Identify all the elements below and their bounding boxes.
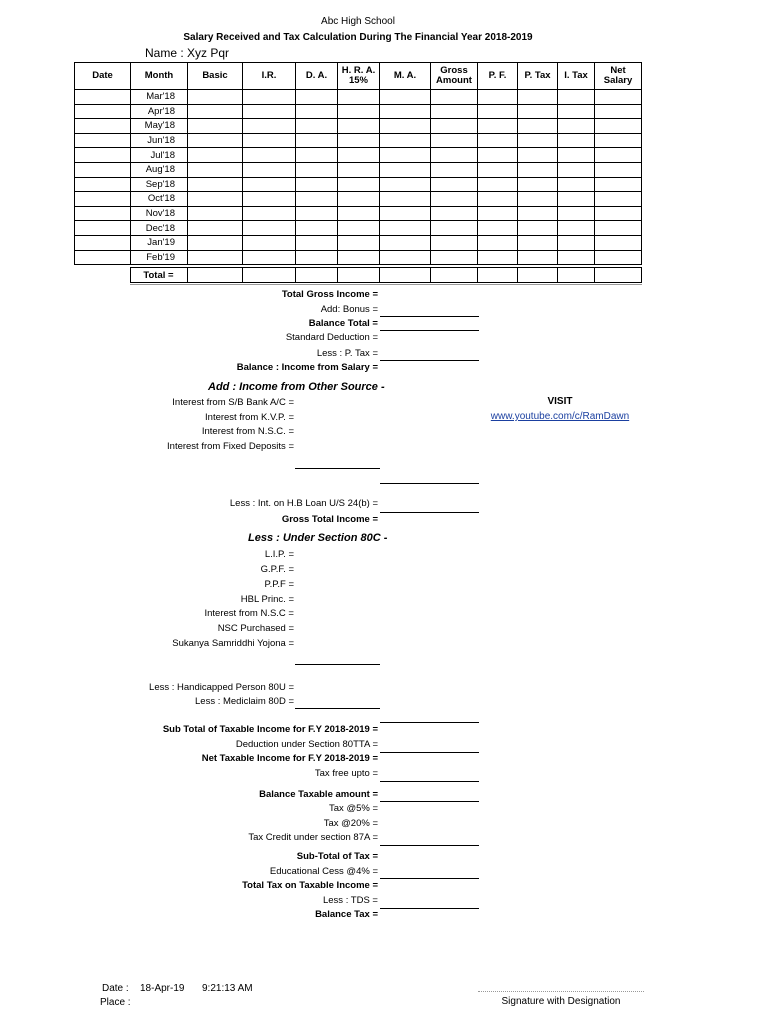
tax-free-upto-label: Tax free upto = xyxy=(314,768,378,779)
table-cell[interactable] xyxy=(75,235,131,250)
table-cell[interactable] xyxy=(188,119,243,134)
total-cell[interactable] xyxy=(517,268,557,283)
date-value: 18-Apr-19 xyxy=(140,983,185,994)
table-cell[interactable] xyxy=(243,133,296,148)
table-cell[interactable] xyxy=(75,119,131,134)
table-cell[interactable] xyxy=(478,104,518,119)
table-cell[interactable] xyxy=(431,119,478,134)
table-cell[interactable] xyxy=(595,192,642,207)
visit-label: VISIT xyxy=(547,396,573,407)
mediclaim-80d-label: Less : Mediclaim 80D = xyxy=(195,696,294,707)
table-row xyxy=(75,119,642,134)
table-cell[interactable] xyxy=(431,162,478,177)
table-cell[interactable] xyxy=(478,119,518,134)
table-cell[interactable] xyxy=(75,192,131,207)
nsc-purchased-label: NSC Purchased = xyxy=(217,623,294,634)
table-cell[interactable] xyxy=(338,90,380,105)
fixed-deposit-interest-label: Interest from Fixed Deposits = xyxy=(167,441,294,452)
tax-credit-field[interactable] xyxy=(380,845,479,846)
table-cell[interactable] xyxy=(380,133,431,148)
table-cell[interactable] xyxy=(595,250,642,265)
gross-total-income-label: Gross Total Income = xyxy=(281,514,378,525)
table-cell[interactable] xyxy=(338,192,380,207)
table-cell[interactable] xyxy=(595,162,642,177)
table-cell[interactable] xyxy=(243,235,296,250)
balance-tax-label: Balance Tax = xyxy=(315,909,378,920)
table-cell[interactable] xyxy=(518,104,558,119)
educational-cess-label: Educational Cess @4% = xyxy=(269,866,378,877)
nsc-interest-80c-label: Interest from N.S.C = xyxy=(204,608,294,619)
table-cell[interactable] xyxy=(243,104,296,119)
table-cell[interactable] xyxy=(75,221,131,236)
table-cell[interactable] xyxy=(75,104,131,119)
table-cell[interactable] xyxy=(518,250,558,265)
month-cell: Jul'18 xyxy=(131,148,188,163)
table-cell[interactable] xyxy=(338,104,380,119)
school-name: Abc High School xyxy=(321,16,395,27)
month-cell: Jun'18 xyxy=(131,133,188,148)
table-cell[interactable] xyxy=(558,148,595,163)
table-cell[interactable] xyxy=(380,177,431,192)
col-header-ir: I.R. xyxy=(243,63,296,90)
table-cell[interactable] xyxy=(478,133,518,148)
table-row xyxy=(75,206,642,221)
handicapped-80u-label: Less : Handicapped Person 80U = xyxy=(149,682,294,693)
gpf-label: G.P.F. = xyxy=(260,564,294,575)
month-cell: Oct'18 xyxy=(131,192,188,207)
table-cell[interactable] xyxy=(188,90,243,105)
table-cell[interactable] xyxy=(431,221,478,236)
deduction-80tta-label: Deduction under Section 80TTA = xyxy=(235,739,378,750)
table-cell[interactable] xyxy=(243,192,296,207)
total-row xyxy=(74,268,641,283)
table-cell[interactable] xyxy=(595,235,642,250)
total-row-table xyxy=(74,267,642,283)
table-cell[interactable] xyxy=(380,119,431,134)
table-cell[interactable] xyxy=(75,250,131,265)
table-cell[interactable] xyxy=(558,235,595,250)
month-cell: Sep'18 xyxy=(131,177,188,192)
month-cell: May'18 xyxy=(131,119,188,134)
col-header-net: Net Salary xyxy=(595,63,642,90)
table-cell[interactable] xyxy=(595,133,642,148)
table-cell[interactable] xyxy=(431,104,478,119)
table-cell[interactable] xyxy=(478,206,518,221)
place-label: Place : xyxy=(100,997,131,1008)
table-cell[interactable] xyxy=(558,104,595,119)
table-cell[interactable] xyxy=(518,206,558,221)
table-cell[interactable] xyxy=(478,221,518,236)
salary-table xyxy=(74,62,642,265)
col-header-ma: M. A. xyxy=(380,63,431,90)
table-cell[interactable] xyxy=(518,192,558,207)
table-cell[interactable] xyxy=(243,90,296,105)
table-cell[interactable] xyxy=(431,206,478,221)
col-header-itax: I. Tax xyxy=(558,63,595,90)
total-tax-label: Total Tax on Taxable Income = xyxy=(242,880,378,891)
table-cell[interactable] xyxy=(380,148,431,163)
total-cell[interactable] xyxy=(477,268,517,283)
table-cell[interactable] xyxy=(243,162,296,177)
table-cell[interactable] xyxy=(188,235,243,250)
table-cell[interactable] xyxy=(558,250,595,265)
table-header-row xyxy=(75,63,642,90)
table-cell[interactable] xyxy=(188,148,243,163)
hb-loan-label: Less : Int. on H.B Loan U/S 24(b) = xyxy=(229,498,378,509)
tax-5-label: Tax @5% = xyxy=(329,803,378,814)
month-cell: Feb'19 xyxy=(131,250,188,265)
table-cell[interactable] xyxy=(296,162,338,177)
table-cell[interactable] xyxy=(518,177,558,192)
table-cell[interactable] xyxy=(595,177,642,192)
table-cell[interactable] xyxy=(518,162,558,177)
table-cell[interactable] xyxy=(243,206,296,221)
total-underline xyxy=(130,284,642,285)
total-gross-income-label: Total Gross Income = xyxy=(281,289,378,300)
table-cell[interactable] xyxy=(296,250,338,265)
table-cell[interactable] xyxy=(380,162,431,177)
table-cell[interactable] xyxy=(296,119,338,134)
table-cell[interactable] xyxy=(338,148,380,163)
subtotal-tax-label: Sub-Total of Tax = xyxy=(296,851,378,862)
table-cell[interactable] xyxy=(518,235,558,250)
table-cell[interactable] xyxy=(558,206,595,221)
col-header-ptax: P. Tax xyxy=(518,63,558,90)
ptax-field[interactable] xyxy=(380,360,479,361)
month-cell: Dec'18 xyxy=(131,221,188,236)
less-tds-label: Less : TDS = xyxy=(322,895,378,906)
table-cell[interactable] xyxy=(296,221,338,236)
signature-label: Signature with Designation xyxy=(501,996,621,1007)
table-cell[interactable] xyxy=(338,119,380,134)
table-cell[interactable] xyxy=(380,250,431,265)
balance-total-field[interactable] xyxy=(380,330,479,331)
total-cell[interactable] xyxy=(379,268,430,283)
table-cell[interactable] xyxy=(188,250,243,265)
table-cell[interactable] xyxy=(478,235,518,250)
total-cell[interactable] xyxy=(242,268,295,283)
table-cell[interactable] xyxy=(478,148,518,163)
table-cell[interactable] xyxy=(380,192,431,207)
table-row xyxy=(75,235,642,250)
table-cell[interactable] xyxy=(243,148,296,163)
col-header-hra: H. R. A. 15% xyxy=(338,63,380,90)
table-cell[interactable] xyxy=(188,206,243,221)
table-cell[interactable] xyxy=(595,104,642,119)
table-cell[interactable] xyxy=(595,148,642,163)
balance-income-salary-label: Balance : Income from Salary = xyxy=(236,362,378,373)
table-row xyxy=(75,250,642,265)
table-cell[interactable] xyxy=(558,119,595,134)
total-cell[interactable] xyxy=(430,268,477,283)
table-cell[interactable] xyxy=(243,119,296,134)
table-row xyxy=(75,90,642,105)
mediclaim-field[interactable] xyxy=(295,708,380,709)
table-cell[interactable] xyxy=(296,133,338,148)
tax-free-field[interactable] xyxy=(380,781,479,782)
table-cell[interactable] xyxy=(338,250,380,265)
other-source-total-field[interactable] xyxy=(380,483,479,484)
other-source-heading: Add : Income from Other Source - xyxy=(208,381,385,393)
table-cell[interactable] xyxy=(595,90,642,105)
total-cell[interactable] xyxy=(337,268,379,283)
table-cell[interactable] xyxy=(338,133,380,148)
table-cell[interactable] xyxy=(431,250,478,265)
section-80c-total-field[interactable] xyxy=(295,664,380,665)
table-cell[interactable] xyxy=(296,104,338,119)
time-value: 9:21:13 AM xyxy=(202,983,253,994)
table-cell[interactable] xyxy=(518,133,558,148)
table-cell[interactable] xyxy=(338,206,380,221)
table-cell[interactable] xyxy=(188,221,243,236)
date-label: Date : xyxy=(102,983,129,994)
table-cell[interactable] xyxy=(75,162,131,177)
table-cell[interactable] xyxy=(75,148,131,163)
table-cell[interactable] xyxy=(558,162,595,177)
hbl-principal-label: HBL Princ. = xyxy=(240,594,294,605)
month-cell: Jan'19 xyxy=(131,235,188,250)
table-cell[interactable] xyxy=(296,206,338,221)
kvp-interest-label: Interest from K.V.P. = xyxy=(205,412,294,423)
table-row xyxy=(75,104,642,119)
col-header-month: Month xyxy=(131,63,188,90)
table-cell[interactable] xyxy=(380,206,431,221)
table-cell[interactable] xyxy=(188,192,243,207)
balance-taxable-field[interactable] xyxy=(380,801,479,802)
nsc-interest-label: Interest from N.S.C. = xyxy=(201,426,294,437)
youtube-link[interactable]: www.youtube.com/c/RamDawn xyxy=(490,411,630,422)
table-cell[interactable] xyxy=(296,177,338,192)
net-taxable-income-label: Net Taxable Income for F.Y 2018-2019 = xyxy=(201,753,378,764)
balance-total-label: Balance Total = xyxy=(308,318,378,329)
table-row xyxy=(75,177,642,192)
tax-20-label: Tax @20% = xyxy=(323,818,378,829)
table-cell[interactable] xyxy=(188,133,243,148)
table-cell[interactable] xyxy=(595,206,642,221)
hb-loan-field[interactable] xyxy=(380,512,479,513)
other-source-subtotal-field[interactable] xyxy=(295,468,380,469)
table-cell[interactable] xyxy=(380,235,431,250)
month-cell: Nov'18 xyxy=(131,206,188,221)
table-cell[interactable] xyxy=(75,133,131,148)
table-cell[interactable] xyxy=(478,192,518,207)
table-cell[interactable] xyxy=(243,177,296,192)
table-cell[interactable] xyxy=(243,221,296,236)
bonus-field[interactable] xyxy=(380,316,479,317)
table-cell[interactable] xyxy=(518,119,558,134)
sb-bank-interest-label: Interest from S/B Bank A/C = xyxy=(172,397,294,408)
table-cell[interactable] xyxy=(380,90,431,105)
table-cell[interactable] xyxy=(243,250,296,265)
table-cell[interactable] xyxy=(478,177,518,192)
tds-field[interactable] xyxy=(380,908,479,909)
month-cell: Apr'18 xyxy=(131,104,188,119)
table-cell[interactable] xyxy=(431,192,478,207)
table-cell[interactable] xyxy=(431,148,478,163)
table-cell[interactable] xyxy=(338,162,380,177)
table-cell[interactable] xyxy=(431,177,478,192)
table-cell[interactable] xyxy=(558,221,595,236)
month-cell: Mar'18 xyxy=(131,90,188,105)
table-cell[interactable] xyxy=(558,90,595,105)
total-cell[interactable] xyxy=(594,268,641,283)
col-header-da: D. A. xyxy=(296,63,338,90)
total-cell[interactable] xyxy=(187,268,242,283)
table-cell[interactable] xyxy=(380,104,431,119)
table-cell[interactable] xyxy=(188,177,243,192)
table-cell[interactable] xyxy=(431,235,478,250)
month-cell: Aug'18 xyxy=(131,162,188,177)
document-title: Salary Received and Tax Calculation During The Financial Year 2018-2019 xyxy=(183,32,533,43)
table-cell[interactable] xyxy=(338,221,380,236)
section-80c-heading: Less : Under Section 80C - xyxy=(248,532,388,544)
subtotal-taxable-label: Sub Total of Taxable Income for F.Y 2018-2019 = xyxy=(162,724,378,735)
table-cell[interactable] xyxy=(518,90,558,105)
total-cell[interactable] xyxy=(557,268,594,283)
table-cell[interactable] xyxy=(478,90,518,105)
col-header-pf: P. F. xyxy=(478,63,518,90)
table-row xyxy=(75,192,642,207)
table-row xyxy=(75,133,642,148)
cess-field[interactable] xyxy=(380,878,479,879)
table-cell[interactable] xyxy=(75,90,131,105)
table-cell[interactable] xyxy=(188,162,243,177)
table-cell[interactable] xyxy=(558,192,595,207)
less-ptax-label: Less : P. Tax = xyxy=(316,348,378,359)
table-cell[interactable] xyxy=(296,235,338,250)
table-cell[interactable] xyxy=(558,133,595,148)
col-header-date: Date xyxy=(75,63,131,90)
table-cell[interactable] xyxy=(558,177,595,192)
table-cell[interactable] xyxy=(296,148,338,163)
table-cell[interactable] xyxy=(296,90,338,105)
add-bonus-label: Add: Bonus = xyxy=(320,304,378,315)
table-cell[interactable] xyxy=(338,235,380,250)
deduction-80tta-field[interactable] xyxy=(380,752,479,753)
sukanya-label: Sukanya Samriddhi Yojona = xyxy=(172,638,294,649)
table-cell[interactable] xyxy=(431,133,478,148)
total-label: Total = xyxy=(130,268,187,283)
tax-credit-87a-label: Tax Credit under section 87A = xyxy=(248,832,378,843)
signature-line xyxy=(478,991,644,992)
table-cell[interactable] xyxy=(75,206,131,221)
subtotal-taxable-field[interactable] xyxy=(380,722,479,723)
table-cell[interactable] xyxy=(518,221,558,236)
table-cell[interactable] xyxy=(518,148,558,163)
table-cell[interactable] xyxy=(296,192,338,207)
table-cell[interactable] xyxy=(478,162,518,177)
ppf-label: P.P.F = xyxy=(264,579,294,590)
table-cell[interactable] xyxy=(431,90,478,105)
table-row xyxy=(75,162,642,177)
table-cell[interactable] xyxy=(595,221,642,236)
col-header-gross: Gross Amount xyxy=(431,63,478,90)
total-cell[interactable] xyxy=(295,268,337,283)
col-header-basic: Basic xyxy=(188,63,243,90)
standard-deduction-label: Standard Deduction = xyxy=(285,332,378,343)
table-cell[interactable] xyxy=(75,177,131,192)
table-cell[interactable] xyxy=(380,221,431,236)
table-cell[interactable] xyxy=(478,250,518,265)
table-cell[interactable] xyxy=(338,177,380,192)
employee-name: Name : Xyz Pqr xyxy=(145,46,230,60)
table-row xyxy=(75,221,642,236)
table-cell[interactable] xyxy=(595,119,642,134)
table-cell[interactable] xyxy=(188,104,243,119)
table-row xyxy=(75,148,642,163)
balance-taxable-label: Balance Taxable amount = xyxy=(259,789,378,800)
lip-label: L.I.P. = xyxy=(264,549,294,560)
